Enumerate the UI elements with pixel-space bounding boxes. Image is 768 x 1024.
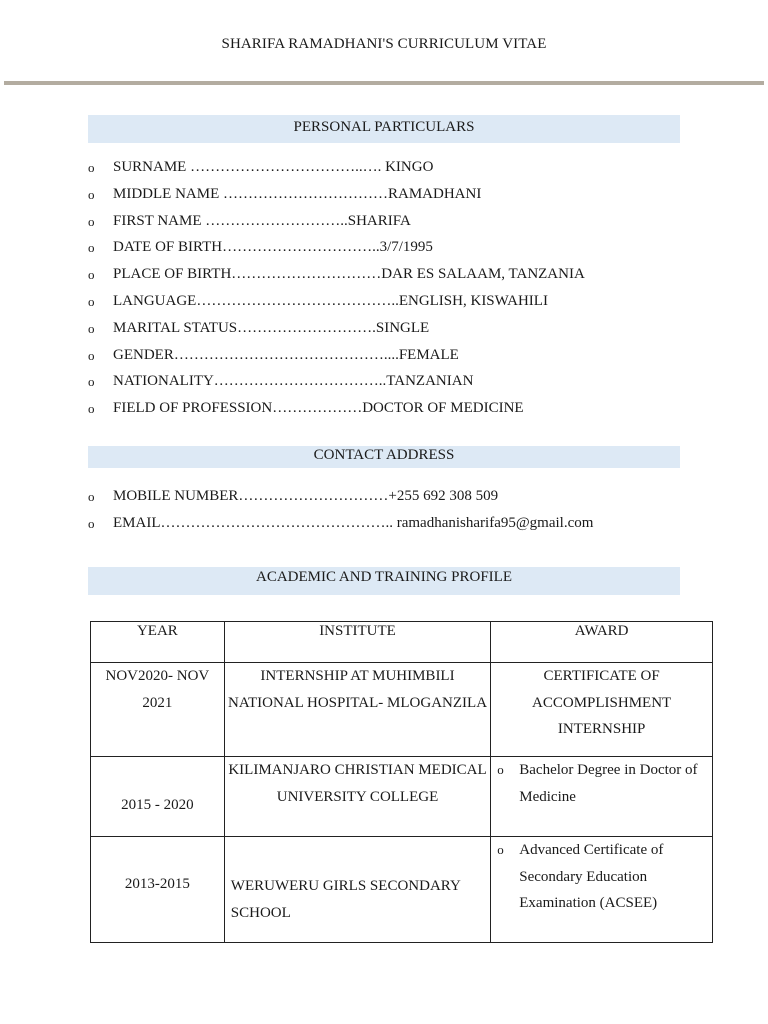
cell-award [491, 757, 713, 837]
personal-particulars-list [88, 158, 708, 426]
list-item-nationality [88, 372, 708, 399]
list-item-middle-name [88, 185, 708, 212]
field-nationality: NATIONALITY……………………………..TANZANIAN [113, 373, 474, 390]
contact-address-heading: CONTACT ADDRESS [88, 446, 680, 468]
table-row [91, 837, 713, 943]
cell-year: NOV2020- NOV 2021 [91, 663, 225, 757]
academic-training-heading: ACADEMIC AND TRAINING PROFILE [88, 567, 680, 595]
table-header-row [91, 622, 713, 663]
list-item-place-of-birth [88, 265, 708, 292]
cell-award [491, 837, 713, 943]
field-email: EMAIL……………………………………….. ramadhanisharifa95@gmail.com [113, 514, 594, 531]
list-item-first-name [88, 212, 708, 239]
bullet-icon: o [88, 401, 95, 417]
bullet-icon: o [88, 213, 95, 229]
cell-year: 2015 - 2020 [91, 757, 225, 837]
column-header-institute: INSTITUTE [224, 622, 490, 663]
academic-table [90, 621, 713, 943]
bullet-icon: o [88, 186, 95, 202]
field-first-name: FIRST NAME ………………………..SHARIFA [113, 212, 411, 229]
field-language: LANGUAGE…………………………………..ENGLISH, KISWAHILI [113, 292, 548, 309]
bullet-icon: o [88, 293, 95, 309]
column-header-year: YEAR [91, 622, 225, 663]
bullet-icon: o [497, 842, 504, 857]
list-item-language [88, 292, 708, 319]
column-header-award: AWARD [491, 622, 713, 663]
cell-award: CERTIFICATE OF ACCOMPLISHMENT INTERNSHIP [491, 663, 713, 757]
award-text: Bachelor Degree in Doctor of Medicine [519, 762, 698, 805]
bullet-icon: o [88, 515, 95, 531]
list-item-date-of-birth [88, 238, 708, 265]
bullet-icon: o [88, 160, 95, 175]
field-surname: SURNAME ……………………………..…. KINGO [113, 159, 434, 175]
field-place-of-birth: PLACE OF BIRTH…………………………DAR ES SALAAM, TANZANIA [113, 266, 585, 283]
bullet-icon: o [88, 267, 95, 283]
cell-year: 2013-2015 [91, 837, 225, 943]
personal-particulars-heading: PERSONAL PARTICULARS [88, 115, 680, 143]
document-title: SHARIFA RAMADHANI'S CURRICULUM VITAE [221, 36, 547, 52]
bullet-icon: o [88, 347, 95, 363]
field-middle-name: MIDDLE NAME ……………………………RAMADHANI [113, 185, 482, 202]
award-list-item [491, 757, 712, 810]
list-item-mobile-number [88, 487, 708, 514]
award-list-item [491, 837, 712, 917]
bullet-icon: o [88, 320, 95, 336]
bullet-icon: o [88, 489, 95, 504]
cell-institute: KILIMANJARO CHRISTIAN MEDICAL UNIVERSITY COLLEGE [224, 757, 490, 837]
title-divider [4, 81, 764, 85]
field-marital-status: MARITAL STATUS……………………….SINGLE [113, 319, 430, 336]
bullet-icon: o [88, 240, 95, 256]
field-gender: GENDER……………………………………....FEMALE [113, 346, 459, 363]
list-item-field-of-profession [88, 399, 708, 426]
cell-institute: WERUWERU GIRLS SECONDARY SCHOOL [224, 837, 490, 943]
award-text: Advanced Certificate of Secondary Education Examination (ACSEE) [519, 842, 664, 911]
field-mobile-number: MOBILE NUMBER…………………………+255 692 308 509 [113, 488, 499, 504]
field-date-of-birth: DATE OF BIRTH…………………………..3/7/1995 [113, 239, 433, 256]
list-item-marital-status [88, 319, 708, 346]
list-item-email [88, 514, 708, 541]
bullet-icon: o [88, 374, 95, 390]
list-item-gender [88, 346, 708, 373]
bullet-icon: o [497, 762, 504, 777]
list-item-surname [88, 158, 708, 185]
cell-institute: INTERNSHIP AT MUHIMBILI NATIONAL HOSPITAL- MLOGANZILA [224, 663, 490, 757]
table-row [91, 663, 713, 757]
table-row [91, 757, 713, 837]
field-field-of-profession: FIELD OF PROFESSION………………DOCTOR OF MEDICINE [113, 400, 524, 417]
contact-address-list [88, 487, 708, 541]
